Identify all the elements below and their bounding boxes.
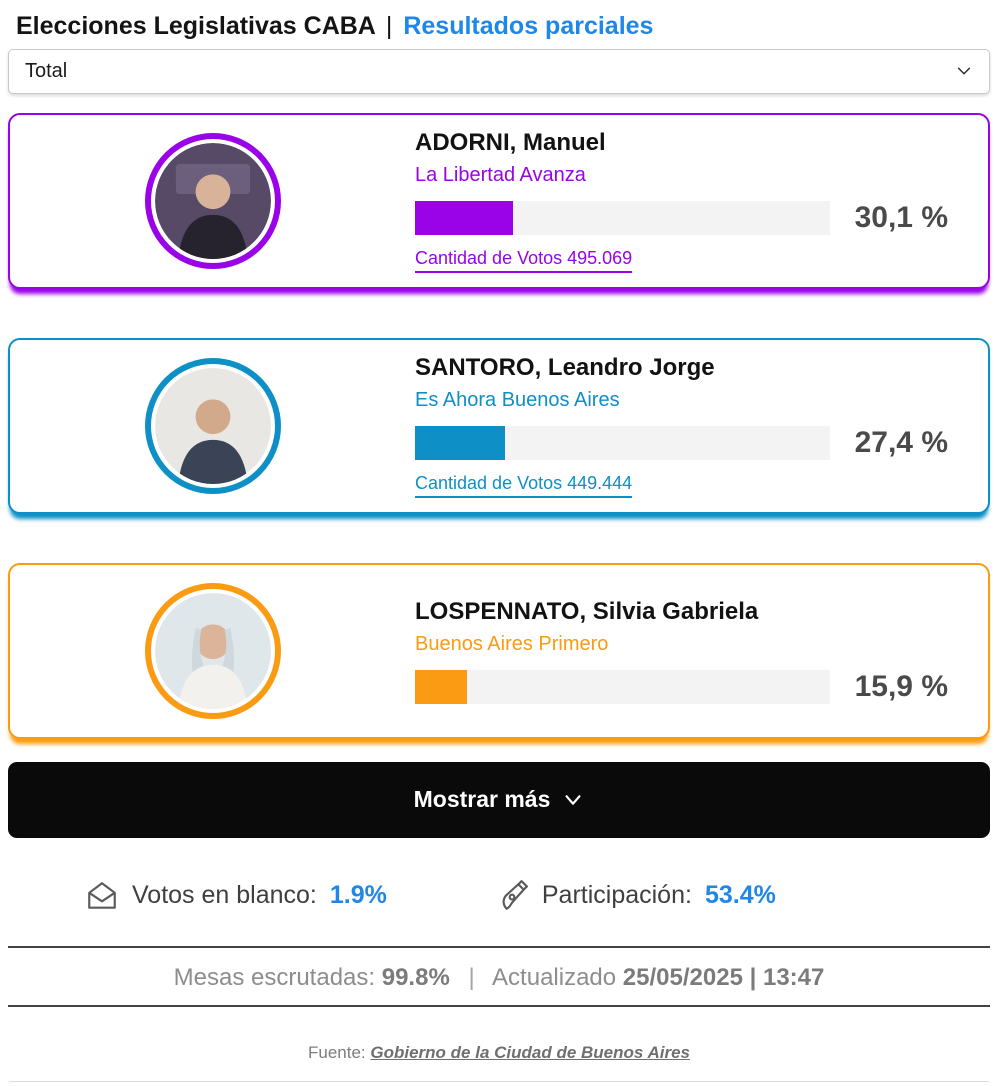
- candidate-name: LOSPENNATO, Silvia Gabriela: [415, 597, 759, 625]
- candidate-party: Es Ahora Buenos Aires: [415, 388, 620, 411]
- blank-votes-stat: [85, 879, 387, 913]
- participation-value: 53.4%: [704, 881, 776, 910]
- envelope-open-icon: [85, 879, 119, 913]
- candidate-party: Buenos Aires Primero: [415, 632, 609, 655]
- percent-label: 15,9 %: [854, 669, 948, 703]
- result-bar-track: [415, 426, 830, 460]
- avatar-column: [10, 583, 415, 719]
- title-subtitle: Resultados parciales: [403, 12, 654, 40]
- results-list: [0, 113, 998, 739]
- source-label: Fuente:: [308, 1042, 366, 1062]
- stats-row: [0, 879, 998, 946]
- candidate-photo: [155, 368, 271, 484]
- candidate-card: [8, 338, 990, 514]
- district-select-value: Total: [25, 59, 68, 82]
- district-select[interactable]: [8, 49, 990, 94]
- avatar-column: [10, 358, 415, 494]
- title-main: Elecciones Legislativas CABA: [16, 12, 375, 40]
- updated-value: 25/05/2025 | 13:47: [622, 963, 825, 991]
- participation-stat: [495, 879, 776, 913]
- candidate-name: ADORNI, Manuel: [415, 128, 606, 156]
- candidate-photo: [155, 143, 271, 259]
- candidate-card: [8, 113, 990, 289]
- result-bar-fill: [415, 201, 513, 235]
- result-bar-fill: [415, 670, 467, 704]
- blank-votes-value: 1.9%: [329, 881, 387, 910]
- tables-updated-row: [0, 948, 998, 1005]
- result-bar-row: [415, 426, 948, 460]
- result-bar-track: [415, 670, 830, 704]
- candidate-party: La Libertad Avanza: [415, 163, 586, 186]
- tables-label: Mesas escrutadas:: [173, 963, 376, 991]
- pen-icon: [495, 879, 529, 913]
- result-bar-track: [415, 201, 830, 235]
- candidate-info: [415, 129, 988, 273]
- show-more-label: Mostrar más: [413, 786, 551, 813]
- votes-count-link[interactable]: Cantidad de Votos 449.444: [415, 473, 632, 498]
- candidate-name: SANTORO, Leandro Jorge: [415, 353, 715, 381]
- next-section-edge: [8, 1081, 990, 1086]
- tables-value: 99.8%: [381, 963, 450, 991]
- avatar-column: [10, 133, 415, 269]
- avatar: [145, 583, 281, 719]
- avatar: [145, 358, 281, 494]
- percent-label: 30,1 %: [854, 200, 948, 234]
- row-separator: |: [468, 963, 475, 991]
- chevron-down-icon: [955, 62, 973, 80]
- updated-label: Actualizado: [492, 963, 617, 991]
- chevron-down-icon: [562, 789, 584, 811]
- candidate-info: [415, 354, 988, 498]
- title-separator: |: [385, 12, 393, 40]
- candidate-photo: [155, 593, 271, 709]
- result-bar-row: [415, 201, 948, 235]
- source-row: [0, 1007, 998, 1063]
- page-title: [0, 0, 998, 47]
- blank-votes-label: Votos en blanco:: [132, 881, 317, 910]
- result-bar-row: [415, 670, 948, 704]
- candidate-card: [8, 563, 990, 739]
- result-bar-fill: [415, 426, 505, 460]
- candidate-info: [415, 598, 988, 704]
- source-link[interactable]: Gobierno de la Ciudad de Buenos Aires: [370, 1042, 690, 1062]
- participation-label: Participación:: [541, 881, 692, 910]
- percent-label: 27,4 %: [854, 425, 948, 459]
- avatar: [145, 133, 281, 269]
- votes-count-link[interactable]: Cantidad de Votos 495.069: [415, 248, 632, 273]
- show-more-button[interactable]: [8, 762, 990, 838]
